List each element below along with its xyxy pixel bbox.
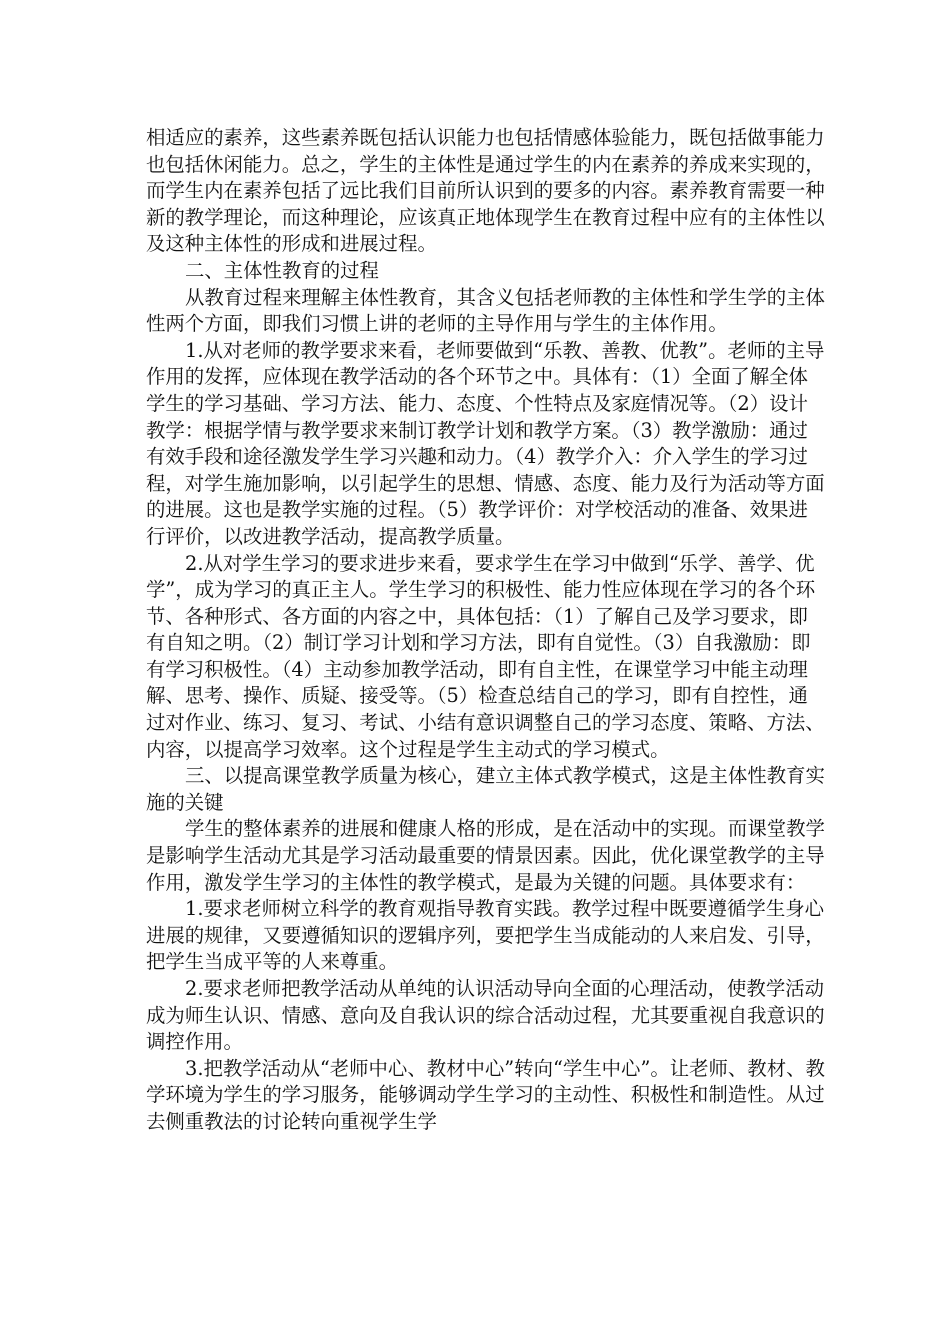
paragraph: 2.要求老师把教学活动从单纯的认识活动导向全面的心理活动，使教学活动成为师生认识、情感、意向及自我认识的综合活动过程，尤其要重视自我意识的调控作用。	[146, 977, 825, 1054]
section-heading: 二、主体性教育的过程	[185, 258, 379, 282]
paragraph: 2.从对学生学习的要求进步来看，要求学生在学习中做到“乐学、善学、优学”，成为学习的真正主人。学生学习的积极性、能力性应体现在学习的各个环节、各种形式、各方面的内容之中，具体包括：（1）了解自己及学习要求，即有自知之明。（2）制订学习计划和学习方法，即有自觉性。（3）自我激励：即有学习积极性。（4）主动参加教学活动，即有自主性，在课堂学习中能主动理解、思考、操作、质疑、接受等。（5）检查总结自己的学习，即有自控性，通过对作业、练习、复习、考试、小结有意识调整自己的学习态度、策略、方法、内容，以提高学习效率。这个过程是学生主动式的学习模式。	[146, 551, 825, 761]
paragraph: 从教育过程来理解主体性教育，其含义包括老师教的主体性和学生学的主体性两个方面，即我们习惯上讲的老师的主导作用与学生的主体作用。	[146, 285, 825, 336]
paragraph: 1.要求老师树立科学的教育观指导教育实践。教学过程中既要遵循学生身心进展的规律，又要遵循知识的逻辑序列，要把学生当成能动的人来启发、引导，把学生当成平等的人来尊重。	[146, 897, 825, 974]
paragraph: 学生的整体素养的进展和健康人格的形成，是在活动中的实现。而课堂教学是影响学生活动尤其是学习活动最重要的情景因素。因此，优化课堂教学的主导作用，激发学生学习的主体性的教学模式，是最为关键的问题。具体要求有：	[146, 817, 825, 894]
section-heading: 三、以提高课堂教学质量为核心，建立主体式教学模式，这是主体性教育实施的关键	[146, 764, 825, 814]
paragraph: 3.把教学活动从“老师中心、教材中心”转向“学生中心”。让老师、教材、教学环境为学生的学习服务，能够调动学生学习的主动性、积极性和制造性。从过去侧重教法的讨论转向重视学生学	[146, 1056, 825, 1133]
paragraph: 1.从对老师的教学要求来看，老师要做到“乐教、善教、优教”。老师的主导作用的发挥，应体现在教学活动的各个环节之中。具体有：（1）全面了解全体学生的学习基础、学习方法、能力、态度、个性特点及家庭情况等。（2）设计教学：根据学情与教学要求来制订教学计划和教学方案。（3）教学激励：通过有效手段和途径激发学生学习兴趣和动力。（4）教学介入：介入学生的学习过程，对学生施加影响，以引起学生的思想、情感、态度、能力及行为活动等方面的进展。这也是教学实施的过程。（5）教学评价：对学校活动的准备、效果进行评价，以改进教学活动，提高教学质量。	[146, 338, 825, 548]
paragraph: 相适应的素养，这些素养既包括认识能力也包括情感体验能力，既包括做事能力也包括休闲能力。总之，学生的主体性是通过学生的内在素养的养成来实现的，而学生内在素养包括了远比我们目前所认识到的要多的内容。素养教育需要一种新的教学理论，而这种理论，应该真正地体现学生在教育过程中应有的主体性以及这种主体性的形成和进展过程。	[146, 126, 825, 256]
document-body	[146, 125, 826, 1136]
